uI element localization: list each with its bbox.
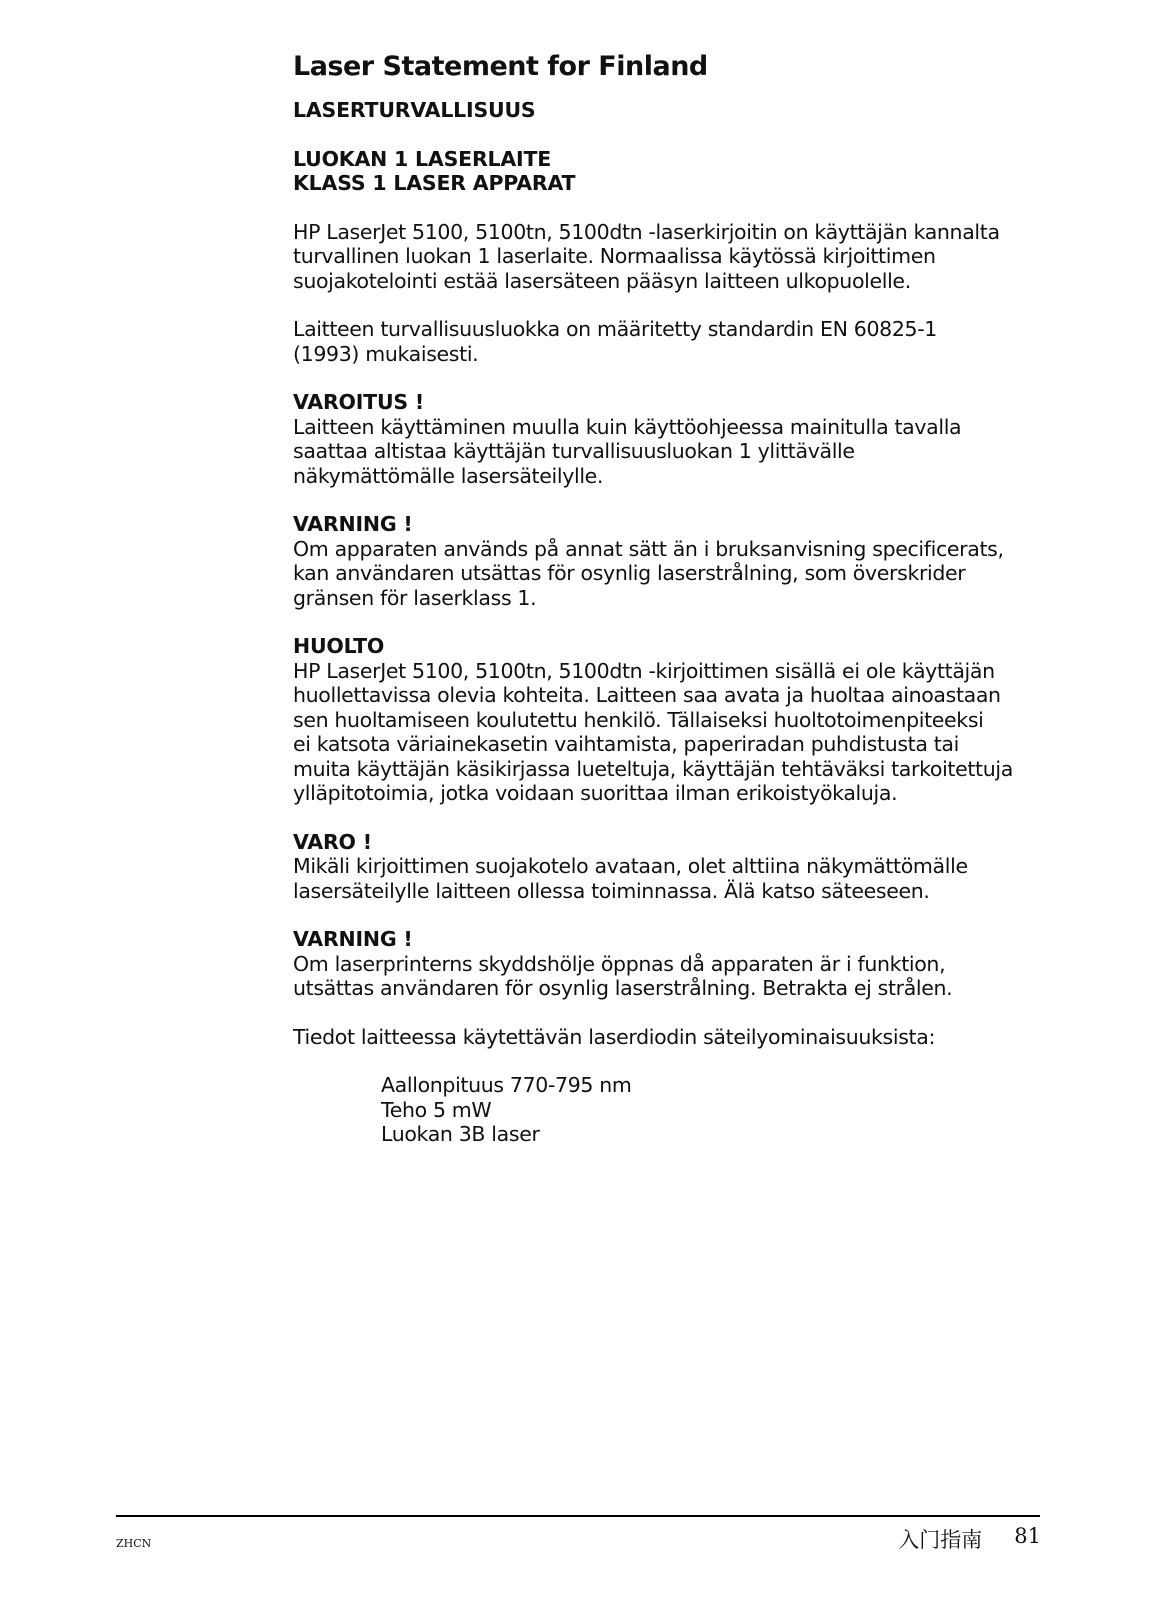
text-line: Laitteen turvallisuusluokka on määritetty standardin EN 60825-1	[293, 317, 937, 341]
text-line: HP LaserJet 5100, 5100tn, 5100dtn -laserkirjoitin on käyttäjän kannalta	[293, 219, 1000, 244]
varning-heading: VARNING !	[293, 512, 413, 536]
text-line: HP LaserJet 5100, 5100tn, 5100dtn -kirjoittimen sisällä ei ole käyttäjän	[293, 658, 995, 683]
text-line: gränsen för laserklass 1.	[293, 585, 537, 610]
text-line: kan användaren utsättas för osynlig laserstrålning, som överskrider	[293, 561, 966, 585]
text-line: suojakotelointi estää lasersäteen pääsyn laitteen ulkopuolelle.	[293, 268, 911, 293]
intro-paragraph	[293, 220, 1053, 294]
text-line: turvallinen luokan 1 laserlaite. Normaalissa käytössä kirjoittimen	[293, 244, 936, 268]
diode-specs	[293, 1073, 1053, 1147]
footer-divider	[116, 1515, 1040, 1517]
footer-guide-title: 入门指南	[898, 1528, 983, 1552]
varo-heading: VARO !	[293, 829, 372, 854]
text-line: ei katsota väriainekasetin vaihtamista, paperiradan puhdistusta tai	[293, 732, 959, 756]
spec-class: Luokan 3B laser	[381, 1122, 540, 1146]
varning-section-1	[293, 512, 1053, 610]
footer-right	[898, 1524, 1041, 1554]
varning-section-2	[293, 927, 1053, 1001]
diode-intro: Tiedot laitteessa käytettävän laserdiodin säteilyominaisuuksista:	[293, 1024, 936, 1049]
text-line: Om laserprinterns skyddshölje öppnas då apparaten är i funktion,	[293, 951, 946, 976]
spec-wavelength: Aallonpituus 770-795 nm	[381, 1073, 632, 1097]
text-line: Mikäli kirjoittimen suojakotelo avataan, olet alttiina näkymättömälle	[293, 854, 968, 878]
heading-laser-safety: LASERTURVALLISUUS	[293, 98, 536, 122]
document-body	[293, 50, 1053, 1147]
text-line: Laitteen käyttäminen muulla kuin käyttöohjeessa mainitulla tavalla	[293, 414, 962, 439]
text-line: lasersäteilylle laitteen ollessa toiminnassa. Älä katso säteeseen.	[293, 878, 930, 903]
page-number: 81	[1014, 1524, 1041, 1548]
text-line: sen huoltamiseen koulutettu henkilö. Tällaiseksi huoltotoimenpiteeksi	[293, 707, 984, 732]
standard-paragraph	[293, 317, 1053, 366]
text-line: ylläpitotoimia, jotka voidaan suorittaa ilman erikoistyökaluja.	[293, 781, 898, 805]
varo-section	[293, 830, 1053, 904]
text-line: näkymättömälle lasersäteilylle.	[293, 463, 604, 488]
text-line: utsättas användaren för osynlig laserstrålning. Betrakta ej strålen.	[293, 976, 953, 1000]
spec-power: Teho 5 mW	[381, 1097, 492, 1122]
varoitus-heading: VAROITUS !	[293, 390, 425, 414]
huolto-section	[293, 634, 1053, 806]
text-line: muita käyttäjän käsikirjassa lueteltuja, käyttäjän tehtäväksi tarkoitettuja	[293, 756, 1013, 781]
page-title: Laser Statement for Finland	[293, 51, 708, 82]
text-line: saattaa altistaa käyttäjän turvallisuusluokan 1 ylittävälle	[293, 439, 855, 463]
heading-class-finnish: LUOKAN 1 LASERLAITE	[293, 146, 552, 171]
text-line: Om apparaten används på annat sätt än i bruksanvisning specificerats,	[293, 536, 1004, 561]
text-line: (1993) mukaisesti.	[293, 341, 479, 366]
footer-locale: ZHCN	[116, 1537, 152, 1550]
varoitus-section	[293, 390, 1053, 488]
text-line: huollettavissa olevia kohteita. Laitteen saa avata ja huoltaa ainoastaan	[293, 683, 1001, 707]
huolto-heading: HUOLTO	[293, 634, 385, 658]
heading-class-swedish: KLASS 1 LASER APPARAT	[293, 171, 576, 195]
varning-heading: VARNING !	[293, 927, 413, 951]
